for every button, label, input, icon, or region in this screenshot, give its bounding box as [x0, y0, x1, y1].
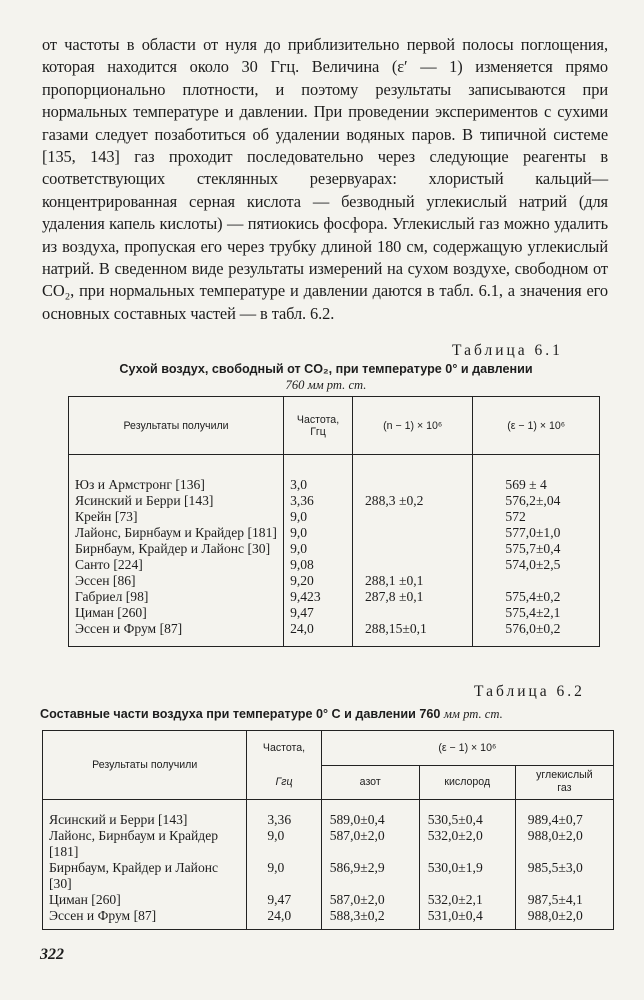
table2-caption: Таблица 6.2 — [474, 683, 585, 700]
table1-cell-n — [353, 509, 473, 525]
table2-cell-oxygen: 532,0±2,0 — [419, 828, 515, 860]
table2-header-co2-b: газ — [557, 782, 572, 795]
table1-cell-author: Габриел [98] — [69, 589, 284, 605]
table2-cell-nitrogen: 589,0±0,4 — [321, 812, 419, 828]
table1-pad-cell — [353, 637, 473, 647]
table2 — [42, 730, 614, 930]
table1-cell-epsilon: 577,0±1,0 — [473, 525, 600, 541]
table1-row — [69, 541, 600, 557]
table1-title — [56, 361, 596, 393]
table1-cell-epsilon: 576,2±,04 — [473, 493, 600, 509]
table1 — [68, 396, 600, 647]
page-number: 322 — [40, 946, 64, 963]
table2-spacer-cell — [247, 800, 321, 812]
table1-spacer-cell — [284, 455, 353, 477]
table1-caption: Таблица 6.1 — [452, 342, 563, 359]
table2-cell-co2: 988,0±2,0 — [515, 908, 613, 924]
table1-cell-n — [353, 541, 473, 557]
table2-cell-oxygen: 531,0±0,4 — [419, 908, 515, 924]
table1-cell-n — [353, 525, 473, 541]
table2-pad-cell — [419, 924, 515, 930]
table1-spacer-cell — [69, 455, 284, 477]
table2-cell-co2: 985,5±3,0 — [515, 860, 613, 892]
table2-cell-frequency: 9,47 — [247, 892, 321, 908]
table2-spacer-cell — [321, 800, 419, 812]
table2-pad-cell — [515, 924, 613, 930]
table2-header-frequency-a: Частота, — [262, 742, 306, 754]
table1-row — [69, 573, 600, 589]
table2-pad-cell — [247, 924, 321, 930]
table2-cell-author: Бирнбаум, Крайдер и Лайонс [30] — [43, 860, 247, 892]
table1-bottom-pad — [69, 637, 600, 647]
table1-cell-frequency: 24,0 — [284, 621, 353, 637]
table2-row — [43, 892, 614, 908]
table1-cell-n: 288,3 ±0,2 — [353, 493, 473, 509]
table2-spacer-cell — [43, 800, 247, 812]
table2-header-oxygen: кислород — [419, 765, 515, 800]
table2-cell-nitrogen: 587,0±2,0 — [321, 828, 419, 860]
table2-pad-cell — [321, 924, 419, 930]
table1-cell-n — [353, 557, 473, 573]
table2-title-main: Составные части воздуха при температуре 0° С и давлении 760 — [40, 707, 441, 721]
table1-row — [69, 557, 600, 573]
table2-row — [43, 828, 614, 860]
table1-cell-author: Санто [224] — [69, 557, 284, 573]
table2-pad-cell — [43, 924, 247, 930]
table1-header-frequency: Частота, Ггц — [284, 397, 353, 455]
table1-cell-n — [353, 605, 473, 621]
table1-cell-n: 288,1 ±0,1 — [353, 573, 473, 589]
table1-row — [69, 509, 600, 525]
table1-cell-author: Эссен [86] — [69, 573, 284, 589]
table2-cell-frequency: 24,0 — [247, 908, 321, 924]
table2-cell-oxygen: 530,0±1,9 — [419, 860, 515, 892]
table1-spacer-cell — [353, 455, 473, 477]
table1-cell-frequency: 9,0 — [284, 541, 353, 557]
table1-cell-frequency: 9,20 — [284, 573, 353, 589]
table1-cell-epsilon: 572 — [473, 509, 600, 525]
table1-header-author: Результаты получили — [69, 397, 284, 455]
table1-row — [69, 477, 600, 493]
table1-cell-frequency: 9,0 — [284, 509, 353, 525]
table1-header-epsilon: (ε − 1) × 10⁶ — [473, 397, 600, 455]
table1-cell-epsilon — [473, 573, 600, 589]
table2-cell-author: Эссен и Фрум [87] — [43, 908, 247, 924]
table1-cell-epsilon: 576,0±0,2 — [473, 621, 600, 637]
table2-cell-author: Ясинский и Берри [143] — [43, 812, 247, 828]
table2-header-frequency-b: Ггц — [275, 776, 293, 788]
table1-row — [69, 589, 600, 605]
table2-cell-author: Циман [260] — [43, 892, 247, 908]
table2-cell-frequency: 3,36 — [247, 812, 321, 828]
table2-header-co2-a: углекислый — [536, 769, 593, 782]
table2-cell-nitrogen: 586,9±2,9 — [321, 860, 419, 892]
table2-header-co2 — [515, 765, 613, 800]
table1-cell-frequency: 9,423 — [284, 589, 353, 605]
table1-row — [69, 621, 600, 637]
table2-cell-nitrogen: 588,3±0,2 — [321, 908, 419, 924]
table1-cell-author: Циман [260] — [69, 605, 284, 621]
table1-title-main: Сухой воздух, свободный от CO₂, при температуре 0° и давлении — [119, 362, 533, 376]
table1-cell-epsilon: 575,4±2,1 — [473, 605, 600, 621]
table2-cell-co2: 987,5±4,1 — [515, 892, 613, 908]
table1-cell-n — [353, 477, 473, 493]
table2-cell-oxygen: 530,5±0,4 — [419, 812, 515, 828]
table1-body — [69, 455, 600, 647]
table1-pad-cell — [69, 637, 284, 647]
table2-bottom-pad — [43, 924, 614, 930]
table2-body — [43, 800, 614, 930]
table2-header-author: Результаты получили — [43, 731, 247, 800]
table1-cell-epsilon: 575,7±0,4 — [473, 541, 600, 557]
table2-cell-frequency: 9,0 — [247, 828, 321, 860]
table2-row — [43, 812, 614, 828]
table1-title-sub: 760 мм рт. ст. — [285, 378, 367, 392]
table1-cell-epsilon: 574,0±2,5 — [473, 557, 600, 573]
table2-row — [43, 908, 614, 924]
table1-cell-frequency: 9,08 — [284, 557, 353, 573]
table1-cell-author: Крейн [73] — [69, 509, 284, 525]
table1-pad-cell — [284, 637, 353, 647]
table2-cell-author: Лайонс, Бирнбаум и Крайдер [181] — [43, 828, 247, 860]
table2-row — [43, 860, 614, 892]
table2-spacer-cell — [419, 800, 515, 812]
table1-header-n: (n − 1) × 10⁶ — [353, 397, 473, 455]
table2-title — [40, 706, 620, 722]
table1-cell-frequency: 3,36 — [284, 493, 353, 509]
table2-header-nitrogen: азот — [321, 765, 419, 800]
table2-header-group: (ε − 1) × 10⁶ — [321, 731, 613, 766]
table1-cell-author: Эссен и Фрум [87] — [69, 621, 284, 637]
table2-title-sub: мм рт. ст. — [443, 707, 503, 721]
table2-cell-oxygen: 532,0±2,1 — [419, 892, 515, 908]
table1-row — [69, 493, 600, 509]
table1-cell-epsilon: 575,4±0,2 — [473, 589, 600, 605]
table1-cell-author: Ясинский и Берри [143] — [69, 493, 284, 509]
table2-cell-frequency: 9,0 — [247, 860, 321, 892]
table2-header-frequency — [247, 731, 321, 800]
table1-cell-author: Бирнбаум, Крайдер и Лайонс [30] — [69, 541, 284, 557]
table1-cell-epsilon: 569 ± 4 — [473, 477, 600, 493]
table1-spacer-cell — [473, 455, 600, 477]
table1-cell-frequency: 3,0 — [284, 477, 353, 493]
table1-cell-n: 287,8 ±0,1 — [353, 589, 473, 605]
table1-row — [69, 605, 600, 621]
table1-cell-author: Юз и Армстронг [136] — [69, 477, 284, 493]
table2-cell-co2: 989,4±0,7 — [515, 812, 613, 828]
table2-spacer-cell — [515, 800, 613, 812]
table1-row — [69, 525, 600, 541]
table1-cell-n: 288,15±0,1 — [353, 621, 473, 637]
table1-cell-author: Лайонс, Бирнбаум и Крайдер [181] — [69, 525, 284, 541]
body-paragraph: от частоты в области от нуля до приблизительно первой полосы поглощения, которая находится около 30 Ггц. Величина (ε′ — 1) изменяется прямо пропорционально плотности, и поэтому результаты записываются при нормальных температуре и давлении. При проведении экспериментов с сухими газами следует позаботиться об удалении водяных паров. В типичной системе [135, 143] газ проходит последовательно через следующие реагенты в соответствующих стеклянных резервуарах: хлористый кальций—концентрированная серная кислота — безводный углекислый натрий (для удаления капель кислоты) — пятиокись фосфора. Углекислый газ можно удалить из воздуха, пропуская его через трубку длиной 180 см, содержащую углекислый натрий. В сведенном виде результаты измерений на сухом воздухе, свободном от CO₂, при нормальных температуре и давлении даются в табл. 6.1, а значения его основных составных частей — в табл. 6.2. — [42, 35, 608, 323]
table1-pad-cell — [473, 637, 600, 647]
table1-cell-frequency: 9,0 — [284, 525, 353, 541]
table2-cell-co2: 988,0±2,0 — [515, 828, 613, 860]
table2-cell-nitrogen: 587,0±2,0 — [321, 892, 419, 908]
table1-cell-frequency: 9,47 — [284, 605, 353, 621]
